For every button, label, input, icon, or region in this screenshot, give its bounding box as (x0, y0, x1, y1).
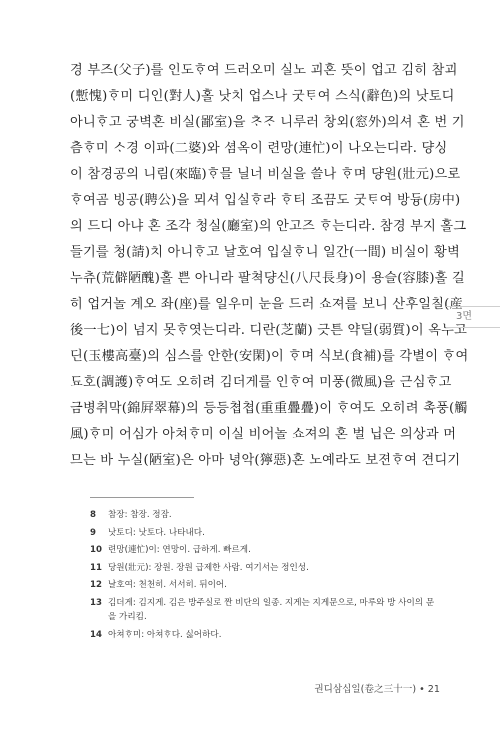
footnotes (90, 508, 440, 645)
text-line: ᄒᆞ여곰 빙공(聘公)을 뫼셔 입실ᄒᆞ라 ᄒᆞ티 조끔도 굿ᄐᆞ여 방듕(房中) (70, 193, 461, 208)
text-line: 風)ᄒᆞ미 어심가 아쳐ᄒᆞ미 이실 비어놀 쇼져의 혼 벌 닙은 의상과 머 (70, 427, 457, 442)
footer-title: 권디삼십일(卷之三十一) (314, 684, 417, 695)
text-line: 므는 바 누실(陋室)은 아마 녕악(獰惡)혼 노예라도 보젼ᄒᆞ여 견디기 (70, 453, 461, 468)
text-line: 경 부즈(父子)를 인도ᄒᆞ여 드러오미 실노 괴혼 뜻이 업고 김히 참괴 (70, 63, 458, 78)
footnote-text: 아쳐ᄒᆞ미: 아쳐ᄒᆞ다. 싫어하다. (108, 629, 222, 640)
footnote-item (90, 596, 440, 624)
margin-page-note: 3면 (446, 306, 500, 328)
text-line: 됴호(調護)ᄒᆞ여도 오히려 김더게를 인ᄒᆞ여 미풍(微風)을 근심ᄒᆞ고 (70, 375, 452, 390)
text-line: 히 업거놀 계오 좌(座)를 일우미 눈을 드러 쇼져를 보니 산후일칠(産 (70, 297, 463, 312)
footnote-number: 12 (90, 580, 102, 591)
footnote-item (90, 578, 440, 592)
footnote-text: 낫토디: 낫토다. 나타내다. (108, 527, 205, 538)
text-line: 後一七)이 넘지 못ᄒᆞ엿는디라. 디란(芝蘭) 긋튼 약딜(弱質)이 옥누고 (70, 323, 468, 338)
footnote-item (90, 526, 440, 540)
text-line: 들기를 청(請)치 아니ᄒᆞ고 날호여 입실ᄒᆞ니 일간(一間) 비실이 황벽 (70, 245, 460, 260)
footnote-text: 김더게: 김지게. 김은 방주실로 짠 비단의 일종. 지게는 지게문으로, 마루와 방 사이의 문을 가리킴. (108, 597, 435, 622)
footnote-item (90, 561, 440, 575)
footer-separator: • (419, 684, 425, 695)
page-number: 21 (427, 684, 440, 695)
text-line: 츰ᄒᆞ미 ᄉᆞ경 이파(二婆)와 셤옥이 련망(連忙)이 나오는디라. 댱싱 (70, 141, 448, 156)
footnote-text: 참장: 참장. 정잠. (108, 510, 172, 520)
text-line: 의 드디 아냐 혼 조각 청실(廳室)의 안고즈 ᄒᆞ는디라. 참경 부지 홀그 (70, 219, 467, 234)
footnote-item (90, 508, 440, 522)
footnote-number: 11 (90, 562, 102, 573)
text-line: 금병취막(錦屛翠幕)의 등등쳡쳡(重重疊疊)이 ᄒᆞ여도 오히려 촉풍(觸 (70, 401, 468, 416)
footnote-number: 10 (90, 545, 102, 556)
footnote-number: 13 (90, 597, 102, 608)
footnote-item (90, 628, 440, 642)
footnote-divider (90, 497, 194, 498)
text-line: 딘(玉樓高臺)의 심스를 안한(安閑)이 ᄒᆞ며 식보(食補)를 각별이 ᄒᆞ여 (70, 349, 469, 364)
footnote-number: 8 (90, 510, 96, 520)
text-line: 이 참경공의 니림(來臨)ᄒᆞ믈 닐너 비실을 쓸나 ᄒᆞ며 댱원(壯元)으로 (70, 167, 461, 182)
footnote-text: 날호여: 천천히. 서서히. 뒤이어. (108, 580, 227, 591)
footnote-number: 9 (90, 527, 96, 538)
footnote-text: 당원(壯元): 장원. 장원 급제한 사람. 여기서는 정인성. (108, 562, 309, 573)
footnote-item (90, 543, 440, 557)
footnote-text: 련망(連忙)이: 연망이. 급하게. 빠르게. (108, 545, 251, 556)
footnote-number: 14 (90, 629, 102, 640)
text-line: (慙愧)ᄒᆞ미 디인(對人)홀 낫치 업스나 굿ᄐᆞ여 스식(辭色)의 낫토디 (70, 89, 455, 104)
running-footer (280, 681, 440, 695)
text-line: 아니ᄒᆞ고 궁벽혼 비실(鄙室)을 ᄎᆞᄌᆞ 니루러 창외(窓外)의셔 혼 번 기 (70, 115, 465, 130)
text-line: 누츄(荒僻陋醜)홀 쁜 아니라 팔쳑댱신(八尺長身)이 용슬(容膝)홀 길 (70, 271, 465, 286)
